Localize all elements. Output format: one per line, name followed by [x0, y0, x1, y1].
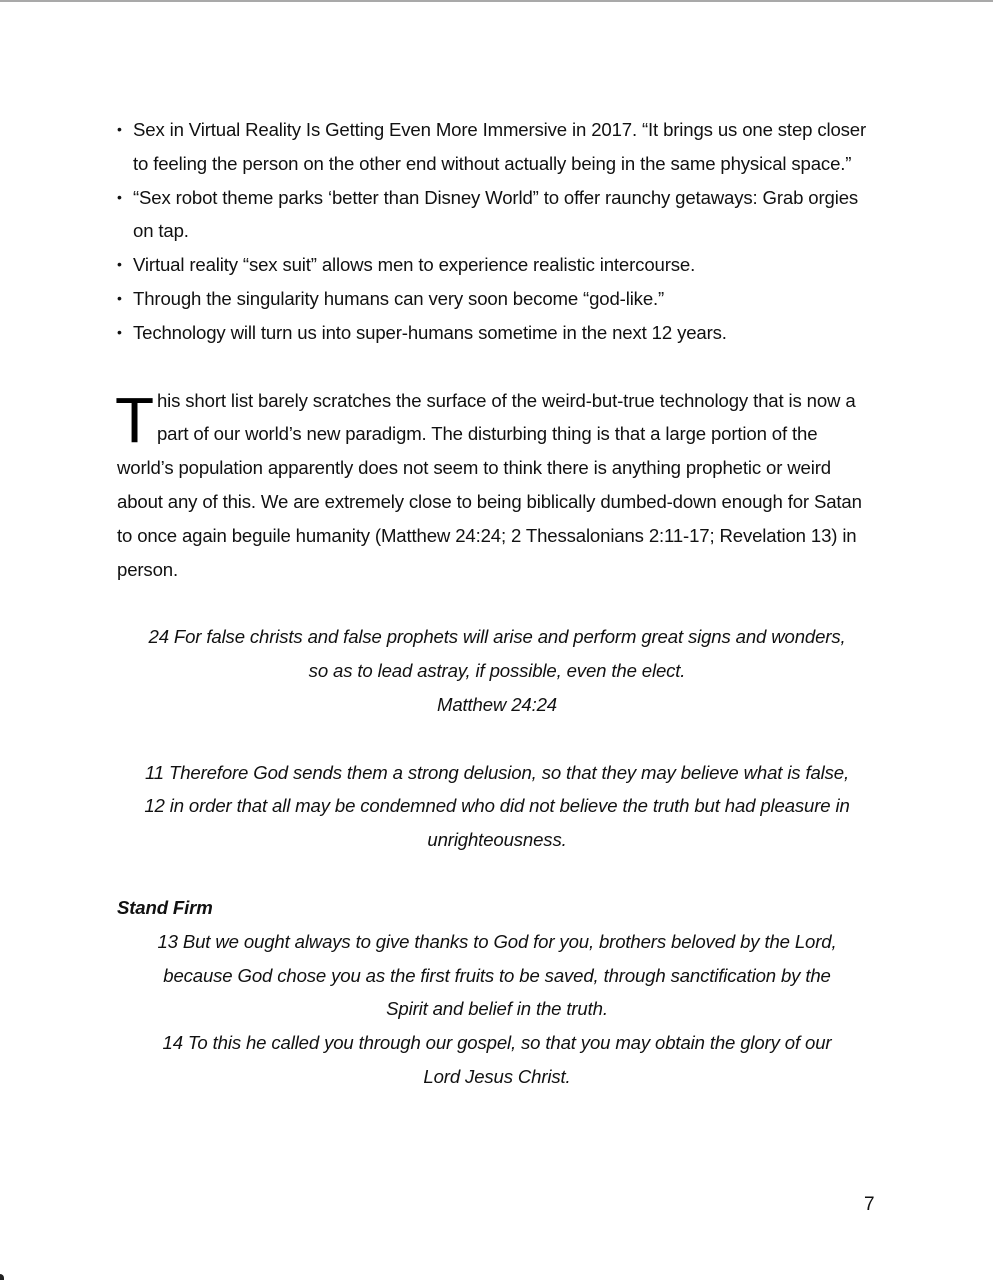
- bullet-icon: •: [117, 121, 122, 137]
- drop-cap: T: [115, 383, 154, 456]
- body-paragraph: [117, 384, 877, 587]
- verse-citation: Matthew 24:24: [436, 693, 558, 715]
- list-item: [117, 113, 877, 181]
- scripture-quote-matthew: [117, 620, 877, 721]
- verse-line: 14 To this he called you through our gospel, so that you may obtain the glory of our: [162, 1032, 832, 1054]
- verse-line: 13 But we ought always to give thanks to God for you, brothers beloved by the Lord,: [157, 930, 837, 952]
- top-border-rule: [0, 0, 993, 2]
- bullet-icon: •: [117, 256, 122, 273]
- verse-line: Lord Jesus Christ.: [423, 1065, 571, 1087]
- list-item: [117, 181, 877, 249]
- verse-line: unrighteousness.: [427, 829, 567, 851]
- list-item-text: Sex in Virtual Reality Is Getting Even More Immersive in 2017. “It brings us one step closer to feeling the person on the other end without actually being in the same physical space.”: [133, 119, 867, 174]
- list-item: [117, 316, 877, 350]
- paragraph-text: his short list barely scratches the surface of the weird-but-true technology that is now a part of our world’s new paradigm. The disturbing thing is that a large portion of the world’s population apparently does not seem to think there is anything prophetic or weird about any of this. We are extremely close to being biblically dumbed-down enough for Satan to once again beguile humanity (Matthew 24:24; 2 Thessalonians 2:11-17; Revelation 13) in person.: [117, 389, 862, 580]
- list-item-text: Technology will turn us into super-humans sometime in the next 12 years.: [133, 321, 727, 343]
- verse-line: 11 Therefore God sends them a strong delusion, so that they may believe what is false,: [144, 761, 850, 783]
- verse-line: 24 For false christs and false prophets will arise and perform great signs and wonders,: [148, 626, 846, 648]
- list-item-text: “Sex robot theme parks ‘better than Disney World” to offer raunchy getaways: Grab orgies on tap.: [133, 186, 859, 242]
- list-item: [117, 282, 877, 316]
- page-number: 7: [864, 1194, 875, 1215]
- list-item-text: Virtual reality “sex suit” allows men to experience realistic intercourse.: [133, 254, 696, 276]
- scripture-quote-stand-firm: [117, 925, 877, 1094]
- list-item: [117, 248, 877, 282]
- bullet-icon: •: [117, 323, 122, 340]
- scripture-quote-thessalonians: [117, 756, 877, 857]
- document-page: [117, 113, 877, 1094]
- verse-line: 12 in order that all may be condemned who did not believe the truth but had pleasure in: [144, 795, 850, 817]
- list-item-text: Through the singularity humans can very soon become “god-like.”: [133, 287, 665, 309]
- bullet-icon: •: [117, 188, 122, 205]
- section-heading: Stand Firm: [117, 896, 213, 918]
- verse-line: because God chose you as the first fruits to be saved, through sanctification by the: [163, 964, 831, 986]
- bullet-list: [117, 113, 877, 350]
- verse-line: so as to lead astray, if possible, even the elect.: [308, 660, 686, 682]
- bullet-icon: •: [117, 289, 122, 306]
- corner-artifact: [0, 1274, 4, 1280]
- verse-line: Spirit and belief in the truth.: [386, 998, 608, 1020]
